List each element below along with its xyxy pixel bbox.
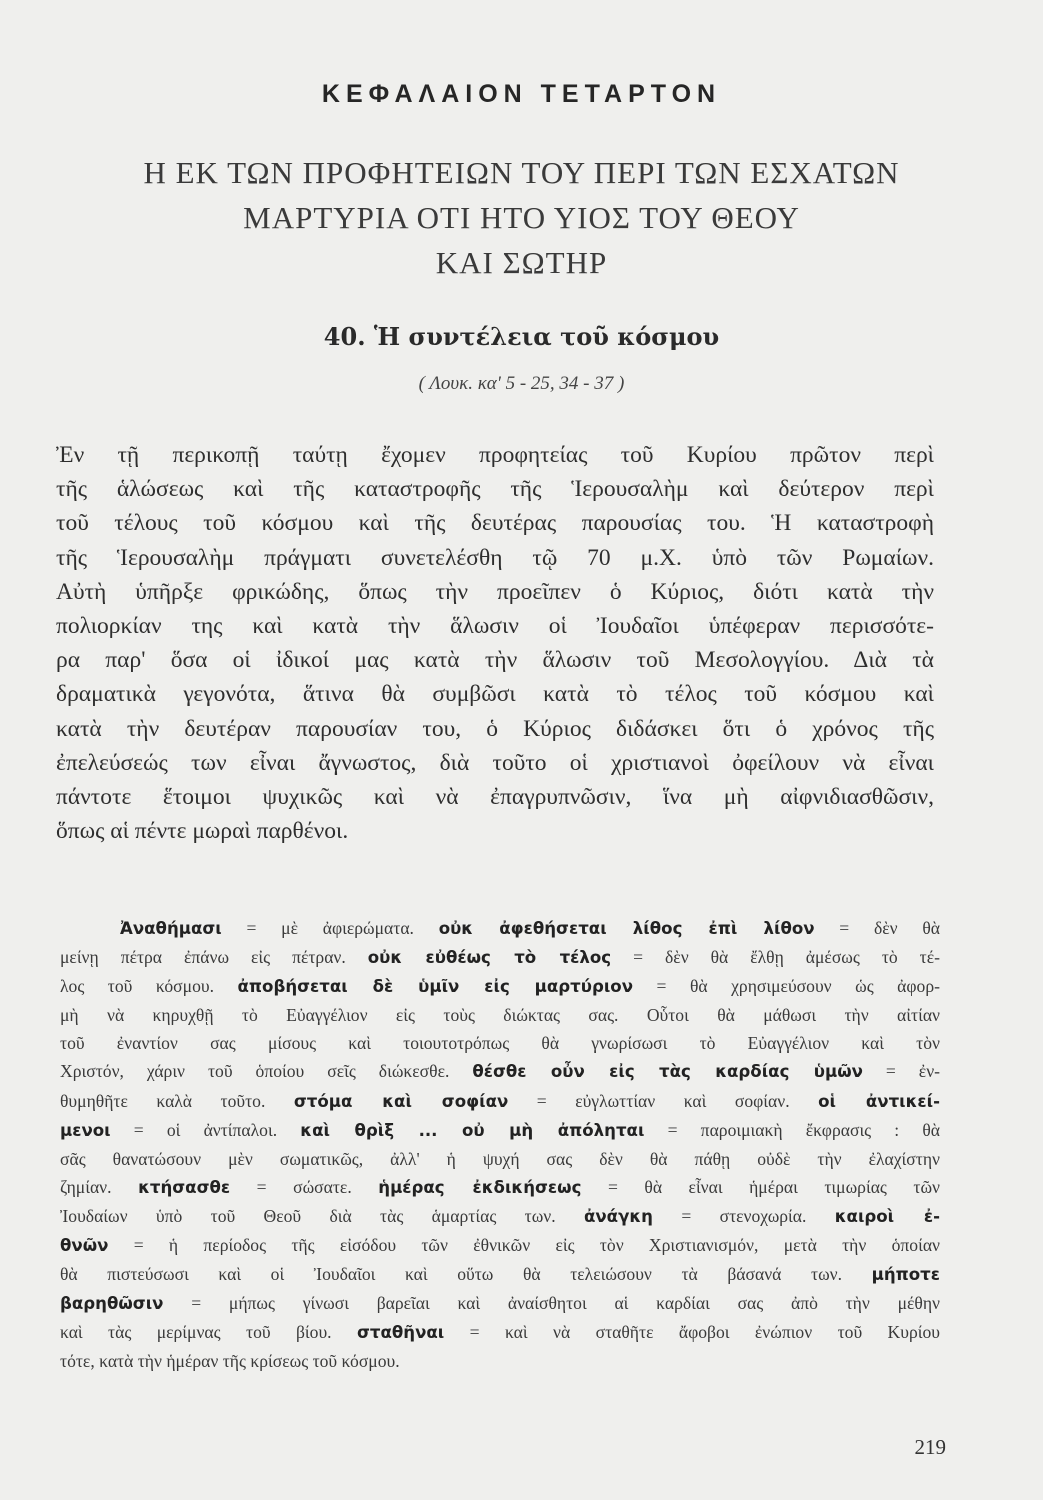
glossary-definition: = δὲν θὰ ἔλθῃ ἀμέσως τὸ τέ- <box>611 947 940 968</box>
glossary-definition: μείνῃ πέτρα ἐπάνω εἰς πέτραν. <box>60 947 368 968</box>
note-line <box>60 914 940 943</box>
heading-line: Η ΕΚ ΤΩΝ ΠΡΟΦΗΤΕΙΩΝ ΤΟΥ ΠΕΡΙ ΤΩΝ ΕΣΧΑΤΩΝ <box>143 155 900 190</box>
glossary-definition: = οἱ ἀντίπαλοι. <box>110 1119 301 1140</box>
glossary-term: οὐκ εὐθέως τὸ τέλος <box>367 948 612 968</box>
glossary-term: καὶ θρὶξ ... οὐ μὴ ἀπόληται <box>300 1120 645 1140</box>
glossary-term: θνῶν <box>60 1236 109 1256</box>
glossary-definition: Χριστόν, χάριν τοῦ ὁποίου σεῖς διώκεσθε. <box>60 1061 473 1082</box>
section-title: 40. Ἡ συντέλεια τοῦ κόσμου <box>323 322 720 351</box>
glossary-definition: λος τοῦ κόσμου. <box>60 976 238 997</box>
note-line <box>60 972 940 1001</box>
chapter-title: ΚΕΦΑΛΑΙΟΝ ΤΕΤΑΡΤΟΝ <box>321 80 722 108</box>
glossary-definition: καὶ τὰς μερίμνας τοῦ βίου. <box>60 1322 357 1343</box>
heading-line: ΚΑΙ ΣΩΤΗΡ <box>435 245 608 280</box>
body-line: τῆς ἁλώσεως καὶ τῆς καταστροφῆς τῆς Ἱερουσαλὴμ καὶ δεύτερον περὶ <box>56 476 934 503</box>
page-number: 219 <box>914 1435 946 1459</box>
glossary-term: ἡμέρας ἐκδικήσεως <box>378 1177 582 1197</box>
glossary-term: ἀνάγκη <box>583 1206 653 1226</box>
glossary-definition: τότε, κατὰ τὴν ἡμέραν τῆς κρίσεως τοῦ κόσμου. <box>60 1351 400 1372</box>
glossary-definition: = θὰ χρησιμεύσουν ὡς ἀφορ- <box>633 976 940 997</box>
glossary-definition: = παροιμιακὴ ἔκφρασις : θὰ <box>644 1119 941 1140</box>
body-line: δραματικὰ γεγονότα, ἅτινα θὰ συμβῶσι κατὰ τὸ τέλος τοῦ κόσμου καὶ <box>56 681 934 708</box>
glossary-definition: = ἡ περίοδος τῆς εἰσόδου τῶν ἐθνικῶν εἰς τὸν Χριστιανισμόν, μετὰ τὴν ὁποίαν <box>108 1235 940 1256</box>
glossary-definition: θυμηθῆτε καλὰ τοῦτο. <box>60 1090 294 1111</box>
glossary-term: οἱ ἀντικεί- <box>818 1091 941 1111</box>
note-line <box>60 943 940 972</box>
note-line <box>60 1231 940 1260</box>
glossary-term: ἀποβήσεται δὲ ὑμῖν εἰς μαρτύριον <box>237 977 634 997</box>
glossary-term: μήποτε <box>871 1265 940 1285</box>
glossary-definition: = στενοχωρία. <box>652 1205 835 1226</box>
glossary-definition: = θὰ εἶναι ἡμέραι τιμωρίας τῶν <box>581 1176 941 1197</box>
glossary-term: καιροὶ ἐ- <box>834 1206 940 1226</box>
body-line: Ἐν τῇ περικοπῇ ταύτῃ ἔχομεν προφητείας τοῦ Κυρίου πρῶτον περὶ <box>56 442 934 468</box>
glossary-definition: = μὲ ἀφιερώματα. <box>221 918 439 938</box>
note-line <box>60 1057 940 1086</box>
glossary-definition: = καὶ νὰ σταθῆτε ἄφοβοι ἐνώπιον τοῦ Κυρίου <box>444 1322 940 1343</box>
glossary-definition: ζημίαν. <box>60 1176 139 1197</box>
glossary-term: σταθῆναι <box>356 1323 445 1343</box>
glossary-definition: θὰ πιστεύσωσι καὶ οἱ Ἰουδαῖοι καὶ οὕτω θὰ τελειώσουν τὰ βάσανά των. <box>60 1264 872 1285</box>
glossary-term: Ἀναθήμασι <box>120 919 222 938</box>
glossary-term: κτήσασθε <box>138 1177 231 1197</box>
note-line <box>60 1202 940 1231</box>
glossary-notes <box>60 914 940 1376</box>
note-line <box>60 1029 940 1057</box>
glossary-definition: τοῦ ἐναντίον σας μίσους καὶ τοιουτοτρόπως θὰ γνωρίσωσι τὸ Εὐαγγέλιον καὶ τὸν <box>60 1033 940 1054</box>
glossary-definition: σᾶς θανατώσουν μὲν σωματικῶς, ἀλλ' ἡ ψυχή σας δὲν θὰ πάθῃ οὐδὲ τὴν ἐλαχίστην <box>60 1148 940 1169</box>
body-line: Αὐτὴ ὑπῆρξε φρικώδης, ὅπως τὴν προεῖπεν ὁ Κύριος, διότι κατὰ τὴν <box>56 578 934 605</box>
note-line <box>60 1318 940 1347</box>
glossary-definition: Ἰουδαίων ὑπὸ τοῦ Θεοῦ διὰ τὰς ἁμαρτίας των. <box>60 1205 584 1226</box>
note-line <box>60 1001 940 1029</box>
glossary-term: στόμα καὶ σοφίαν <box>293 1091 509 1111</box>
glossary-term: οὐκ ἀφεθήσεται λίθος ἐπὶ λίθον <box>438 919 815 938</box>
note-line <box>60 1347 940 1375</box>
glossary-definition: = εὐγλωττίαν καὶ σοφίαν. <box>508 1090 819 1111</box>
body-line: πολιορκίαν της καὶ κατὰ τὴν ἅλωσιν οἱ Ἰουδαῖοι ὑπέφεραν περισσότε- <box>56 613 934 640</box>
note-line <box>60 1289 940 1318</box>
body-line: κατὰ τὴν δευτέραν παρουσίαν του, ὁ Κύριος διδάσκει ὅτι ὁ χρόνος τῆς <box>56 715 934 742</box>
body-line: ρα παρ' ὅσα οἱ ἰδικοί μας κατὰ τὴν ἅλωσιν τοῦ Μεσολογγίου. Διὰ τὰ <box>56 647 934 674</box>
body-line: τῆς Ἱερουσαλὴμ πράγματι συνετελέσθη τῷ 70 μ.Χ. ὑπὸ τῶν Ρωμαίων. <box>56 544 934 571</box>
glossary-definition: = ἐν- <box>862 1061 941 1082</box>
glossary-definition: = μήπως γίνωσι βαρεῖαι καὶ ἀναίσθητοι αἱ καρδίαι σας ἀπὸ τὴν μέθην <box>163 1293 940 1314</box>
scripture-reference: ( Λουκ. κα' 5 - 25, 34 - 37 ) <box>418 373 625 394</box>
note-line <box>60 1116 940 1145</box>
heading-line: ΜΑΡΤΥΡΙΑ ΟΤΙ ΗΤΟ ΥΙΟΣ ΤΟΥ ΘΕΟΥ <box>243 200 800 235</box>
glossary-definition: = δὲν θὰ <box>814 918 941 938</box>
glossary-term: βαρηθῶσιν <box>60 1294 164 1314</box>
note-line <box>60 1260 940 1289</box>
glossary-definition: = σώσατε. <box>230 1176 379 1197</box>
note-line <box>60 1173 940 1202</box>
glossary-definition: μὴ νὰ κηρυχθῇ τὸ Εὐαγγέλιον εἰς τοὺς διώκτας σας. Οὗτοι θὰ μάθωσι τὴν αἰτίαν <box>60 1005 940 1026</box>
glossary-term: θέσθε οὖν εἰς τὰς καρδίας ὑμῶν <box>472 1062 863 1082</box>
body-line: τοῦ τέλους τοῦ κόσμου καὶ τῆς δευτέρας παρουσίας του. Ἡ καταστροφὴ <box>56 510 934 537</box>
chapter-heading <box>0 150 1043 285</box>
body-line: πάντοτε ἕτοιμοι ψυχικῶς καὶ νὰ ἐπαγρυπνῶσιν, ἵνα μὴ αἰφνιδιασθῶσιν, <box>56 784 934 811</box>
note-line <box>60 1087 940 1116</box>
body-text <box>56 438 934 848</box>
body-line: ὅπως αἱ πέντε μωραὶ παρθένοι. <box>56 818 349 845</box>
glossary-term: μενοι <box>60 1120 111 1140</box>
body-line: ἐπελεύσεώς των εἶναι ἄγνωστος, διὰ τοῦτο οἱ χριστιανοὶ ὀφείλουν νὰ εἶναι <box>56 749 934 776</box>
note-line <box>60 1145 940 1173</box>
